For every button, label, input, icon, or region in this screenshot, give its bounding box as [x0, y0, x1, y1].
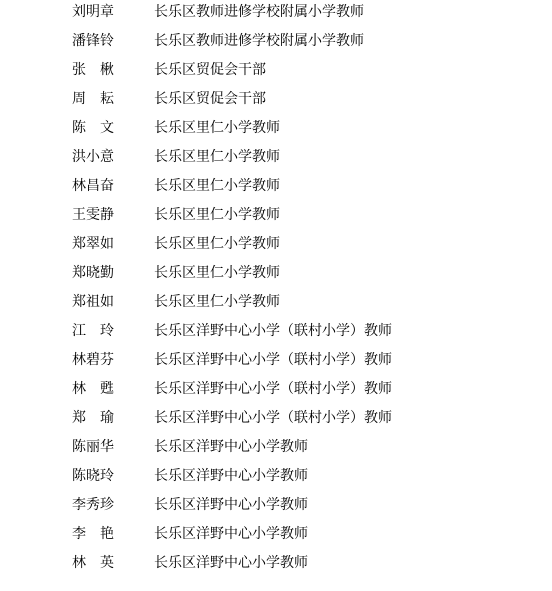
- list-item: [0, 1, 552, 23]
- person-name: 郑 瑜: [72, 410, 114, 426]
- list-item: [0, 552, 552, 574]
- person-affiliation: 长乐区洋野中心小学教师: [154, 439, 308, 455]
- person-affiliation: 长乐区洋野中心小学（联村小学）教师: [154, 381, 392, 397]
- list-item: [0, 59, 552, 81]
- person-affiliation: 长乐区里仁小学教师: [154, 207, 280, 223]
- person-affiliation: 长乐区洋野中心小学教师: [154, 497, 308, 513]
- list-item: [0, 436, 552, 458]
- person-name: 洪小意: [72, 149, 114, 165]
- list-item: [0, 88, 552, 110]
- person-name: 李 艳: [72, 526, 114, 542]
- person-name: 张 楸: [72, 62, 114, 78]
- person-name: 林 英: [72, 555, 114, 571]
- list-item: [0, 494, 552, 516]
- person-affiliation: 长乐区贸促会干部: [154, 62, 266, 78]
- person-name: 郑晓勤: [72, 265, 114, 281]
- list-item: [0, 30, 552, 52]
- person-affiliation: 长乐区教师进修学校附属小学教师: [154, 4, 364, 20]
- person-affiliation: 长乐区教师进修学校附属小学教师: [154, 33, 364, 49]
- person-name: 李秀珍: [72, 497, 114, 513]
- list-item: [0, 117, 552, 139]
- person-name: 刘明章: [72, 4, 114, 20]
- person-affiliation: 长乐区里仁小学教师: [154, 294, 280, 310]
- list-item: [0, 175, 552, 197]
- person-affiliation: 长乐区里仁小学教师: [154, 265, 280, 281]
- list-item: [0, 204, 552, 226]
- person-affiliation: 长乐区贸促会干部: [154, 91, 266, 107]
- list-item: [0, 233, 552, 255]
- person-name: 林 甦: [72, 381, 114, 397]
- person-name: 陈 文: [72, 120, 114, 136]
- person-affiliation: 长乐区里仁小学教师: [154, 178, 280, 194]
- person-name: 王雯静: [72, 207, 114, 223]
- person-name: 陈丽华: [72, 439, 114, 455]
- list-item: [0, 262, 552, 284]
- person-name: 郑祖如: [72, 294, 114, 310]
- person-name: 周 耘: [72, 91, 114, 107]
- person-affiliation: 长乐区洋野中心小学教师: [154, 526, 308, 542]
- person-affiliation: 长乐区洋野中心小学教师: [154, 555, 308, 571]
- list-item: [0, 523, 552, 545]
- person-affiliation: 长乐区里仁小学教师: [154, 236, 280, 252]
- person-affiliation: 长乐区洋野中心小学（联村小学）教师: [154, 410, 392, 426]
- list-item: [0, 349, 552, 371]
- person-name: 郑翠如: [72, 236, 114, 252]
- person-affiliation: 长乐区里仁小学教师: [154, 149, 280, 165]
- person-affiliation: 长乐区洋野中心小学（联村小学）教师: [154, 352, 392, 368]
- list-item: [0, 146, 552, 168]
- list-item: [0, 465, 552, 487]
- person-name: 陈晓玲: [72, 468, 114, 484]
- list-item: [0, 320, 552, 342]
- person-name: 林碧芬: [72, 352, 114, 368]
- person-affiliation: 长乐区里仁小学教师: [154, 120, 280, 136]
- person-affiliation: 长乐区洋野中心小学（联村小学）教师: [154, 323, 392, 339]
- person-name: 潘锋铃: [72, 33, 114, 49]
- list-item: [0, 291, 552, 313]
- list-item: [0, 378, 552, 400]
- person-affiliation: 长乐区洋野中心小学教师: [154, 468, 308, 484]
- person-name: 江 玲: [72, 323, 114, 339]
- person-name: 林昌奋: [72, 178, 114, 194]
- list-item: [0, 407, 552, 429]
